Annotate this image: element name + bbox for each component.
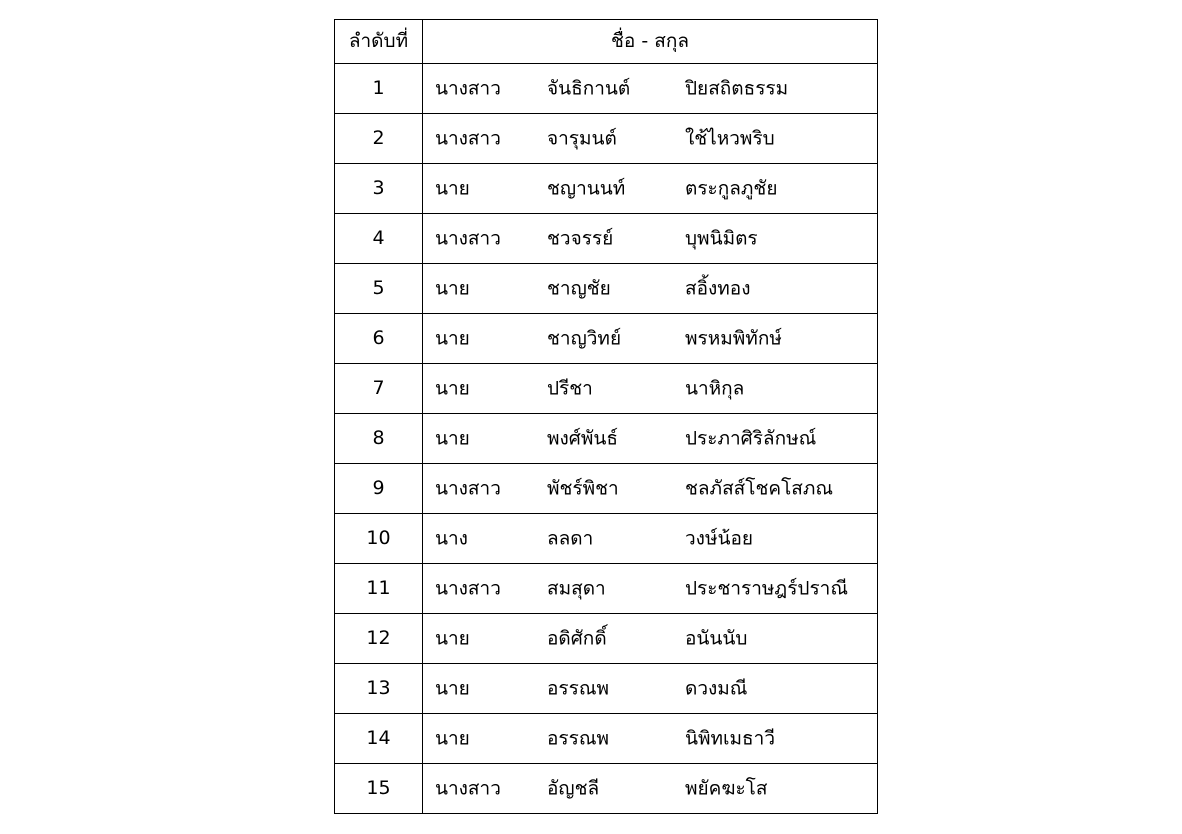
first-name: ลลดา (547, 527, 594, 549)
last-name: วงษ์น้อย (685, 527, 754, 549)
row-number: 8 (335, 414, 423, 464)
row-number: 15 (335, 764, 423, 814)
full-name-cell (423, 214, 878, 264)
row-number: 2 (335, 114, 423, 164)
full-name-cell (423, 164, 878, 214)
header-row (335, 20, 878, 64)
full-name-cell (423, 614, 878, 664)
first-name: อรรณพ (547, 677, 609, 699)
last-name: พยัคฆะโส (685, 777, 768, 799)
first-name: ชวจรรย์ (547, 227, 614, 249)
last-name: พรหมพิทักษ์ (685, 327, 782, 349)
row-number: 11 (335, 564, 423, 614)
full-name-cell (423, 264, 878, 314)
column-header-name: ชื่อ - สกุล (423, 20, 878, 64)
table-row (335, 514, 878, 564)
last-name: นาหิกุล (685, 377, 745, 399)
full-name-cell (423, 414, 878, 464)
full-name-cell (423, 514, 878, 564)
row-number: 3 (335, 164, 423, 214)
name-prefix: นางสาว (435, 577, 501, 599)
full-name-cell (423, 764, 878, 814)
table-row (335, 614, 878, 664)
last-name: บุพนิมิตร (685, 227, 758, 249)
table-row (335, 664, 878, 714)
name-prefix: นางสาว (435, 127, 501, 149)
name-prefix: นาย (435, 677, 470, 699)
row-number: 12 (335, 614, 423, 664)
row-number: 13 (335, 664, 423, 714)
last-name: อนันนับ (685, 627, 748, 649)
row-number: 4 (335, 214, 423, 264)
row-number: 9 (335, 464, 423, 514)
row-number: 6 (335, 314, 423, 364)
full-name-cell (423, 464, 878, 514)
name-prefix: นาย (435, 327, 470, 349)
name-prefix: นางสาว (435, 477, 501, 499)
table-row (335, 314, 878, 364)
first-name: ชญานนท์ (547, 177, 626, 199)
table-row (335, 264, 878, 314)
first-name: จันธิกานต์ (547, 77, 631, 99)
last-name: สอิ้งทอง (685, 277, 751, 299)
name-prefix: นางสาว (435, 777, 501, 799)
full-name-cell (423, 664, 878, 714)
name-prefix: นาย (435, 627, 470, 649)
last-name: ประชาราษฎร์ปราณี (685, 577, 848, 599)
last-name: ตระกูลภูชัย (685, 177, 778, 199)
name-prefix: นางสาว (435, 77, 501, 99)
name-prefix: นาย (435, 727, 470, 749)
row-number: 1 (335, 64, 423, 114)
last-name: ดวงมณี (685, 677, 748, 699)
first-name: จารุมนต์ (547, 127, 617, 149)
first-name: อัญชลี (547, 777, 600, 799)
name-prefix: นาย (435, 277, 470, 299)
first-name: ชาญชัย (547, 277, 611, 299)
table-row (335, 564, 878, 614)
full-name-cell (423, 114, 878, 164)
table-row (335, 364, 878, 414)
last-name: ใช้ไหวพริบ (685, 127, 775, 149)
table-row (335, 164, 878, 214)
full-name-cell (423, 64, 878, 114)
full-name-cell (423, 714, 878, 764)
row-number: 7 (335, 364, 423, 414)
table-row (335, 214, 878, 264)
column-header-order: ลำดับที่ (335, 20, 423, 64)
first-name: ชาญวิทย์ (547, 327, 622, 349)
first-name: ปรีชา (547, 377, 593, 399)
first-name: อรรณพ (547, 727, 609, 749)
full-name-cell (423, 564, 878, 614)
row-number: 10 (335, 514, 423, 564)
row-number: 5 (335, 264, 423, 314)
first-name: พัชร์พิชา (547, 477, 619, 499)
table-row (335, 414, 878, 464)
table-row (335, 764, 878, 814)
first-name: อดิศักดิ์ (547, 627, 607, 649)
table-row (335, 114, 878, 164)
row-number: 14 (335, 714, 423, 764)
last-name: ปิยสถิตธรรม (685, 77, 789, 99)
last-name: ประภาศิริลักษณ์ (685, 427, 817, 449)
name-prefix: นาง (435, 527, 468, 549)
name-prefix: นาย (435, 177, 470, 199)
full-name-cell (423, 314, 878, 364)
table-row (335, 714, 878, 764)
first-name: สมสุดา (547, 577, 606, 599)
first-name: พงศ์พันธ์ (547, 427, 618, 449)
name-prefix: นางสาว (435, 227, 501, 249)
name-prefix: นาย (435, 377, 470, 399)
table-row (335, 64, 878, 114)
last-name: ชลภัสส์โชคโสภณ (685, 477, 834, 499)
full-name-cell (423, 364, 878, 414)
name-list-table (334, 19, 878, 814)
table-row (335, 464, 878, 514)
name-prefix: นาย (435, 427, 470, 449)
last-name: นิพิทเมธาวี (685, 727, 775, 749)
